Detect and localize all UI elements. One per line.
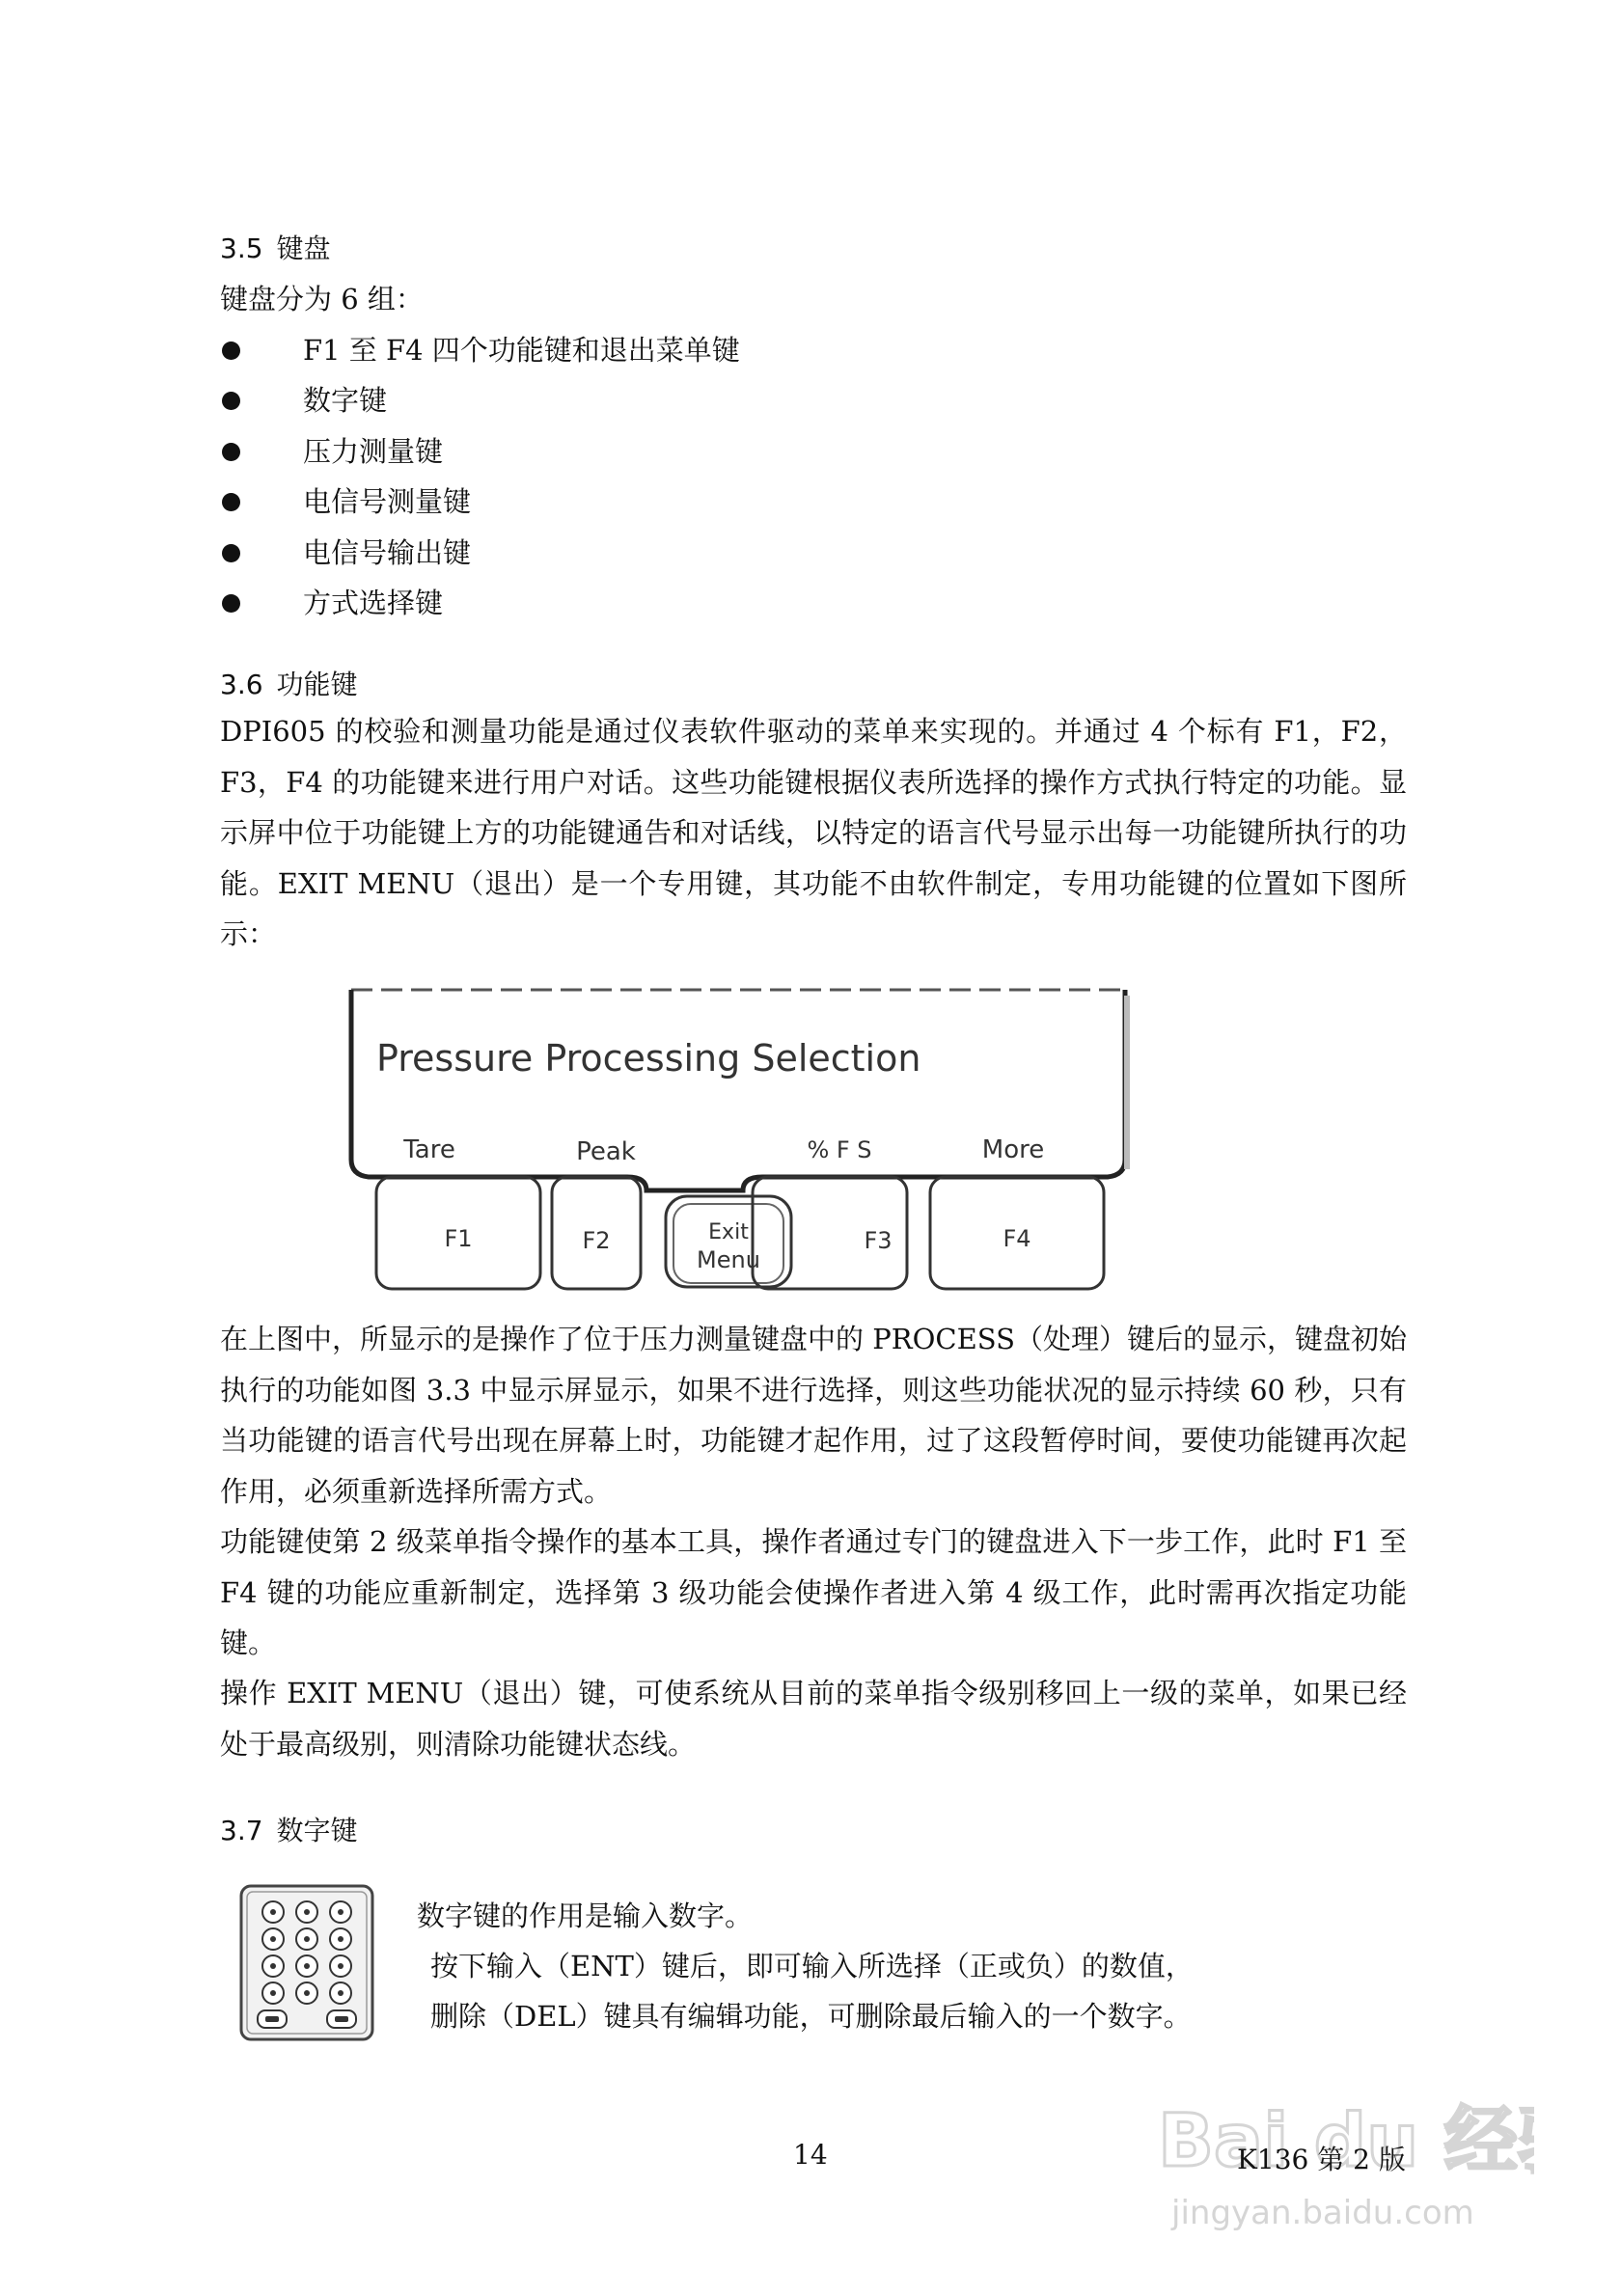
exit-menu-label-line1: Exit [708,1220,749,1244]
section-title: 功能键 [276,669,358,700]
section-title: 数字键 [276,1815,358,1846]
bullet-icon [222,443,240,461]
softkey-label-fs: % F S [807,1136,872,1163]
list-item: 方式选择键 [220,578,1407,628]
numeric-keys-line: 数字键的作用是输入数字。 [417,1900,754,1932]
bullet-icon [222,342,240,360]
numeric-keys-description [417,1891,1194,2041]
screen-title: Pressure Processing Selection [376,1037,921,1080]
f4-key-label: F4 [1003,1225,1031,1252]
softkey-label-more: More [981,1135,1045,1164]
bullet-icon [222,594,240,613]
softkey-label-peak: Peak [576,1137,636,1166]
f1-key-label: F1 [444,1225,473,1252]
del-key-line: 删除（DEL）键具有编辑功能，可删除最后输入的一个数字。 [430,2000,1192,2033]
list-item: F1 至 F4 四个功能键和退出菜单键 [220,325,1407,375]
f3-key-label: F3 [864,1227,893,1254]
bullet-icon [222,544,240,562]
watermark-brand: Bai du 经 [1158,2097,1518,2183]
f2-key-label: F2 [582,1227,611,1254]
menu-level-paragraph: 功能键使第 2 级菜单指令操作的基本工具，操作者通过专门的键盘进入下一步工作，此时 F1 至 F4 键的功能应重新制定，选择第 3 级功能会使操作者进入第 4 级工作，此时需再次指定功能键。 [220,1525,1407,1659]
softkey-label-tare: Tare [403,1135,455,1164]
numeric-keypad-illustration [238,1883,375,2042]
keyboard-intro: 键盘分为 6 组： [220,283,424,315]
page-number: 14 [793,2139,828,2171]
section-3-7-heading [220,1812,1407,1850]
keyboard-groups-list [220,325,1407,628]
section-3-6-heading [220,666,1407,704]
function-key-diagram [338,986,1139,1299]
exit-menu-paragraph: 操作 EXIT MENU（退出）键，可使系统从目前的菜单指令级别移回上一级的菜单，如果已经处于最高级别，则清除功能键状态线。 [220,1677,1407,1761]
process-key-paragraph: 在上图中，所显示的是操作了位于压力测量键盘中的 PROCESS（处理）键后的显示，键盘初始执行的功能如图 3.3 中显示屏显示，如果不进行选择，则这些功能状况的显示持续 60 秒，只有当功能键的语言代号出现在屏幕上时，功能键才起作用，过了这段暂停时间，要使功能键再次起作用，必须重新选择所需方式。 [220,1323,1407,1508]
list-item: 电信号输出键 [220,528,1407,578]
document-version: K136 第 2 版 [1237,2144,1406,2175]
section-title: 键盘 [276,232,331,264]
watermark-url: jingyan.baidu.com [1171,2194,1474,2232]
list-item: 压力测量键 [220,426,1407,477]
section-3-5-heading [220,230,1407,268]
section-number: 3.6 [220,669,263,700]
exit-menu-label-line2: Menu [697,1246,760,1273]
list-item: 数字键 [220,375,1407,425]
section-number: 3.5 [220,232,263,264]
bullet-icon [222,493,240,511]
section-number: 3.7 [220,1815,263,1846]
bullet-icon [222,392,240,410]
function-keys-paragraph: DPI605 的校验和测量功能是通过仪表软件驱动的菜单来实现的。并通过 4 个标有 F1，F2，F3，F4 的功能键来进行用户对话。这些功能键根据仪表所选择的操作方式执行特定的功能。显示屏中位于功能键上方的功能键通告和对话线，以特定的语言代号显示出每一功能键所执行的功能。EXIT MENU（退出）是一个专用键，其功能不由软件制定，专用功能键的位置如下图所示： [220,715,1407,950]
ent-key-line: 按下输入（ENT）键后，即可输入所选择（正或负）的数值， [430,1950,1194,1982]
list-item: 电信号测量键 [220,477,1407,527]
